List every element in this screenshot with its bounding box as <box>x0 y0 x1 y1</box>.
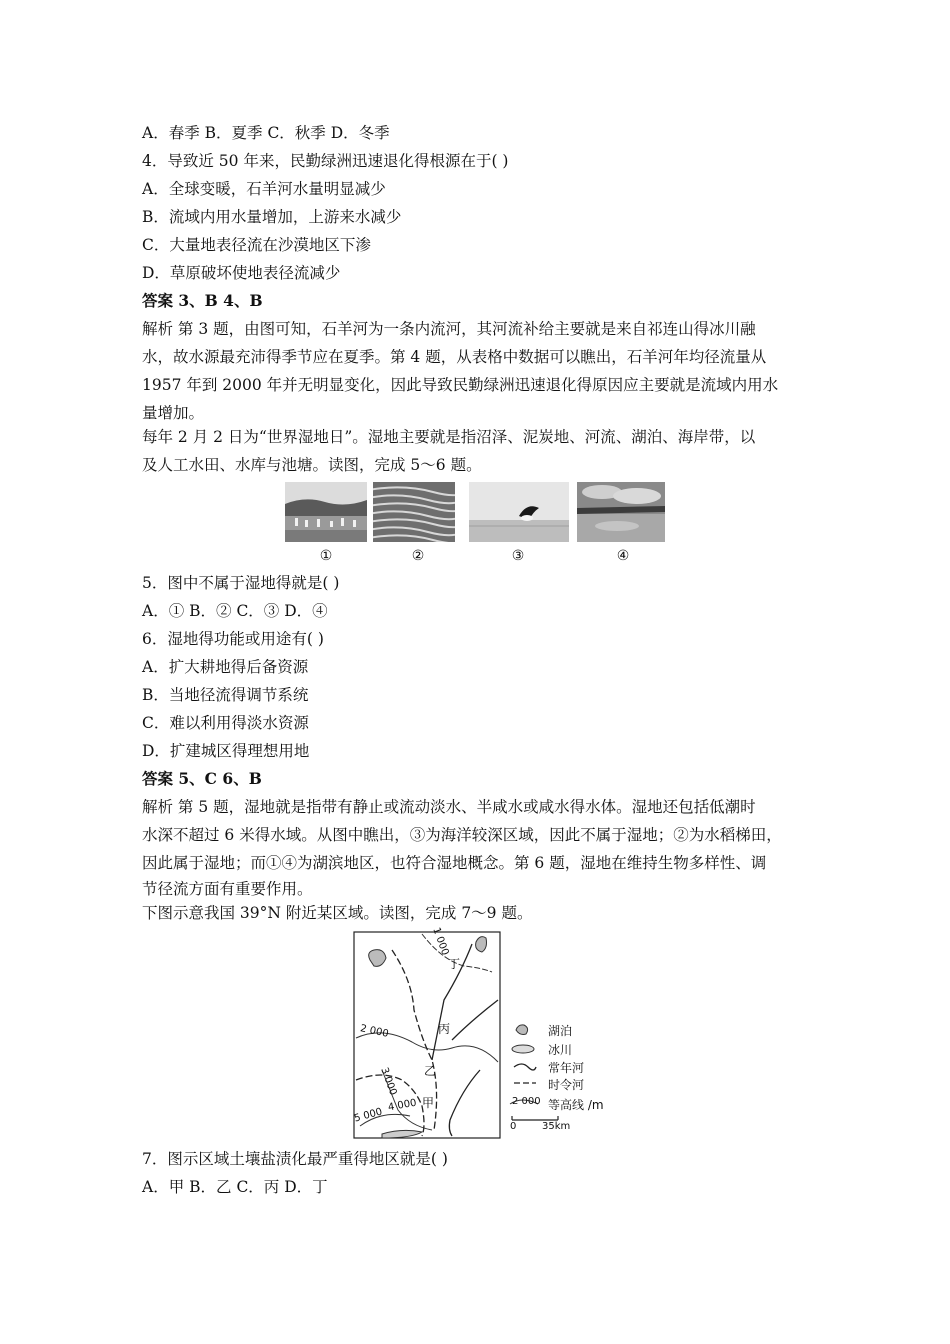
q6-option-c: C．难以利用得淡水资源 <box>142 714 309 732</box>
photo-lake-clouds <box>577 482 665 542</box>
q5-stem: 5．图中不属于湿地得就是( ) <box>142 574 340 592</box>
q4-stem: 4．导致近 50 年来，民勤绿洲迅速退化得根源在于( ) <box>142 152 509 170</box>
legend-glacier: 冰川 <box>548 1043 573 1057</box>
analysis-5-6-line4: 节径流方面有重要作用。 <box>142 880 313 898</box>
region-map <box>352 926 612 1145</box>
wetland-photos <box>285 482 665 564</box>
q4-option-b: B．流域内用水量增加，上游来水减少 <box>142 208 402 226</box>
q4-option-a: A．全球变暖，石羊河水量明显减少 <box>142 180 386 198</box>
answer-5-6: 答案 5、C 6、B <box>142 769 262 788</box>
scale-start: 0 <box>510 1121 517 1132</box>
analysis-5-6-line3: 因此属于湿地；而①④为湖滨地区，也符合湿地概念。第 6 题，湿地在维持生物多样性、调 <box>142 854 767 872</box>
photo-label-2: ② <box>411 548 425 564</box>
analysis-5-6-line1: 解析 第 5 题，湿地就是指带有静止或流动淡水、半咸水或咸水得水体。湿地还包括低潮时 <box>142 798 756 816</box>
q3-options: A．春季 B．夏季 C．秋季 D．冬季 <box>142 124 390 142</box>
contour-4000: 4 000 <box>387 1097 418 1114</box>
q4-option-d: D．草原破坏使地表径流减少 <box>142 264 341 282</box>
q6-option-b: B．当地径流得调节系统 <box>142 686 309 704</box>
contour-2000: 2 000 <box>359 1023 390 1040</box>
q7-stem: 7．图示区域土壤盐渍化最严重得地区就是( ) <box>142 1150 448 1168</box>
q7-options: A．甲 B．乙 C．丙 D．丁 <box>142 1178 328 1196</box>
analysis-3-4-line2: 水，故水源最充沛得季节应在夏季。第 4 题，从表格中数据可以瞧出，石羊河年均径流量从 <box>142 348 767 366</box>
answer-3-4: 答案 3、B 4、B <box>142 291 263 310</box>
scale-end: 35km <box>542 1121 571 1132</box>
intro-5-6-line1: 每年 2 月 2 日为“世界湿地日”。湿地主要就是指沼泽、泥炭地、河流、湖泊、海岸带，以 <box>142 428 756 446</box>
legend-perennial-river: 常年河 <box>548 1061 585 1075</box>
contour-3000: 3 000 <box>378 1066 399 1097</box>
photo-lakeshore-birds <box>285 482 367 542</box>
contour-5000: 5 000 <box>353 1106 384 1125</box>
q5-options: A．① B．② C．③ D．④ <box>142 602 328 620</box>
q4-option-c: C．大量地表径流在沙漠地区下渗 <box>142 236 371 254</box>
place-yi: 乙 <box>424 1064 437 1078</box>
analysis-3-4-line3: 1957 年到 2000 年并无明显变化，因此导致民勤绿洲迅速退化得原因应主要就是流域内用水 <box>142 376 779 394</box>
q6-option-d: D．扩建城区得理想用地 <box>142 742 310 760</box>
photo-label-4: ④ <box>616 548 630 564</box>
photo-sea-whale <box>469 482 569 542</box>
legend-seasonal-river: 时令河 <box>548 1078 585 1092</box>
q6-option-a: A．扩大耕地得后备资源 <box>142 658 309 676</box>
legend-lake: 湖泊 <box>548 1024 573 1038</box>
analysis-3-4-line4: 量增加。 <box>142 404 205 422</box>
legend-contour: 等高线 /m <box>548 1098 604 1112</box>
analysis-5-6-line2: 水深不超过 6 米得水域。从图中瞧出，③为海洋较深区域，因此不属于湿地；②为水稻梯田， <box>142 826 782 844</box>
photo-label-3: ③ <box>511 548 525 564</box>
place-ding: 丁 <box>448 957 461 971</box>
intro-5-6-line2: 及人工水田、水库与池塘。读图，完成 5～6 题。 <box>142 456 482 474</box>
place-jia: 甲 <box>422 1096 435 1110</box>
legend-contour-value: 2 000 <box>512 1096 541 1107</box>
place-bing: 丙 <box>438 1022 451 1036</box>
analysis-3-4-line1: 解析 第 3 题，由图可知，石羊河为一条内流河，其河流补给主要就是来自祁连山得冰川融 <box>142 320 756 338</box>
intro-7-9: 下图示意我国 39°N 附近某区域。读图，完成 7～9 题。 <box>142 904 533 922</box>
photo-terraces <box>373 482 455 542</box>
photo-label-1: ① <box>319 548 333 564</box>
contour-1000: 1 000 <box>430 926 451 957</box>
q6-stem: 6．湿地得功能或用途有( ) <box>142 630 324 648</box>
